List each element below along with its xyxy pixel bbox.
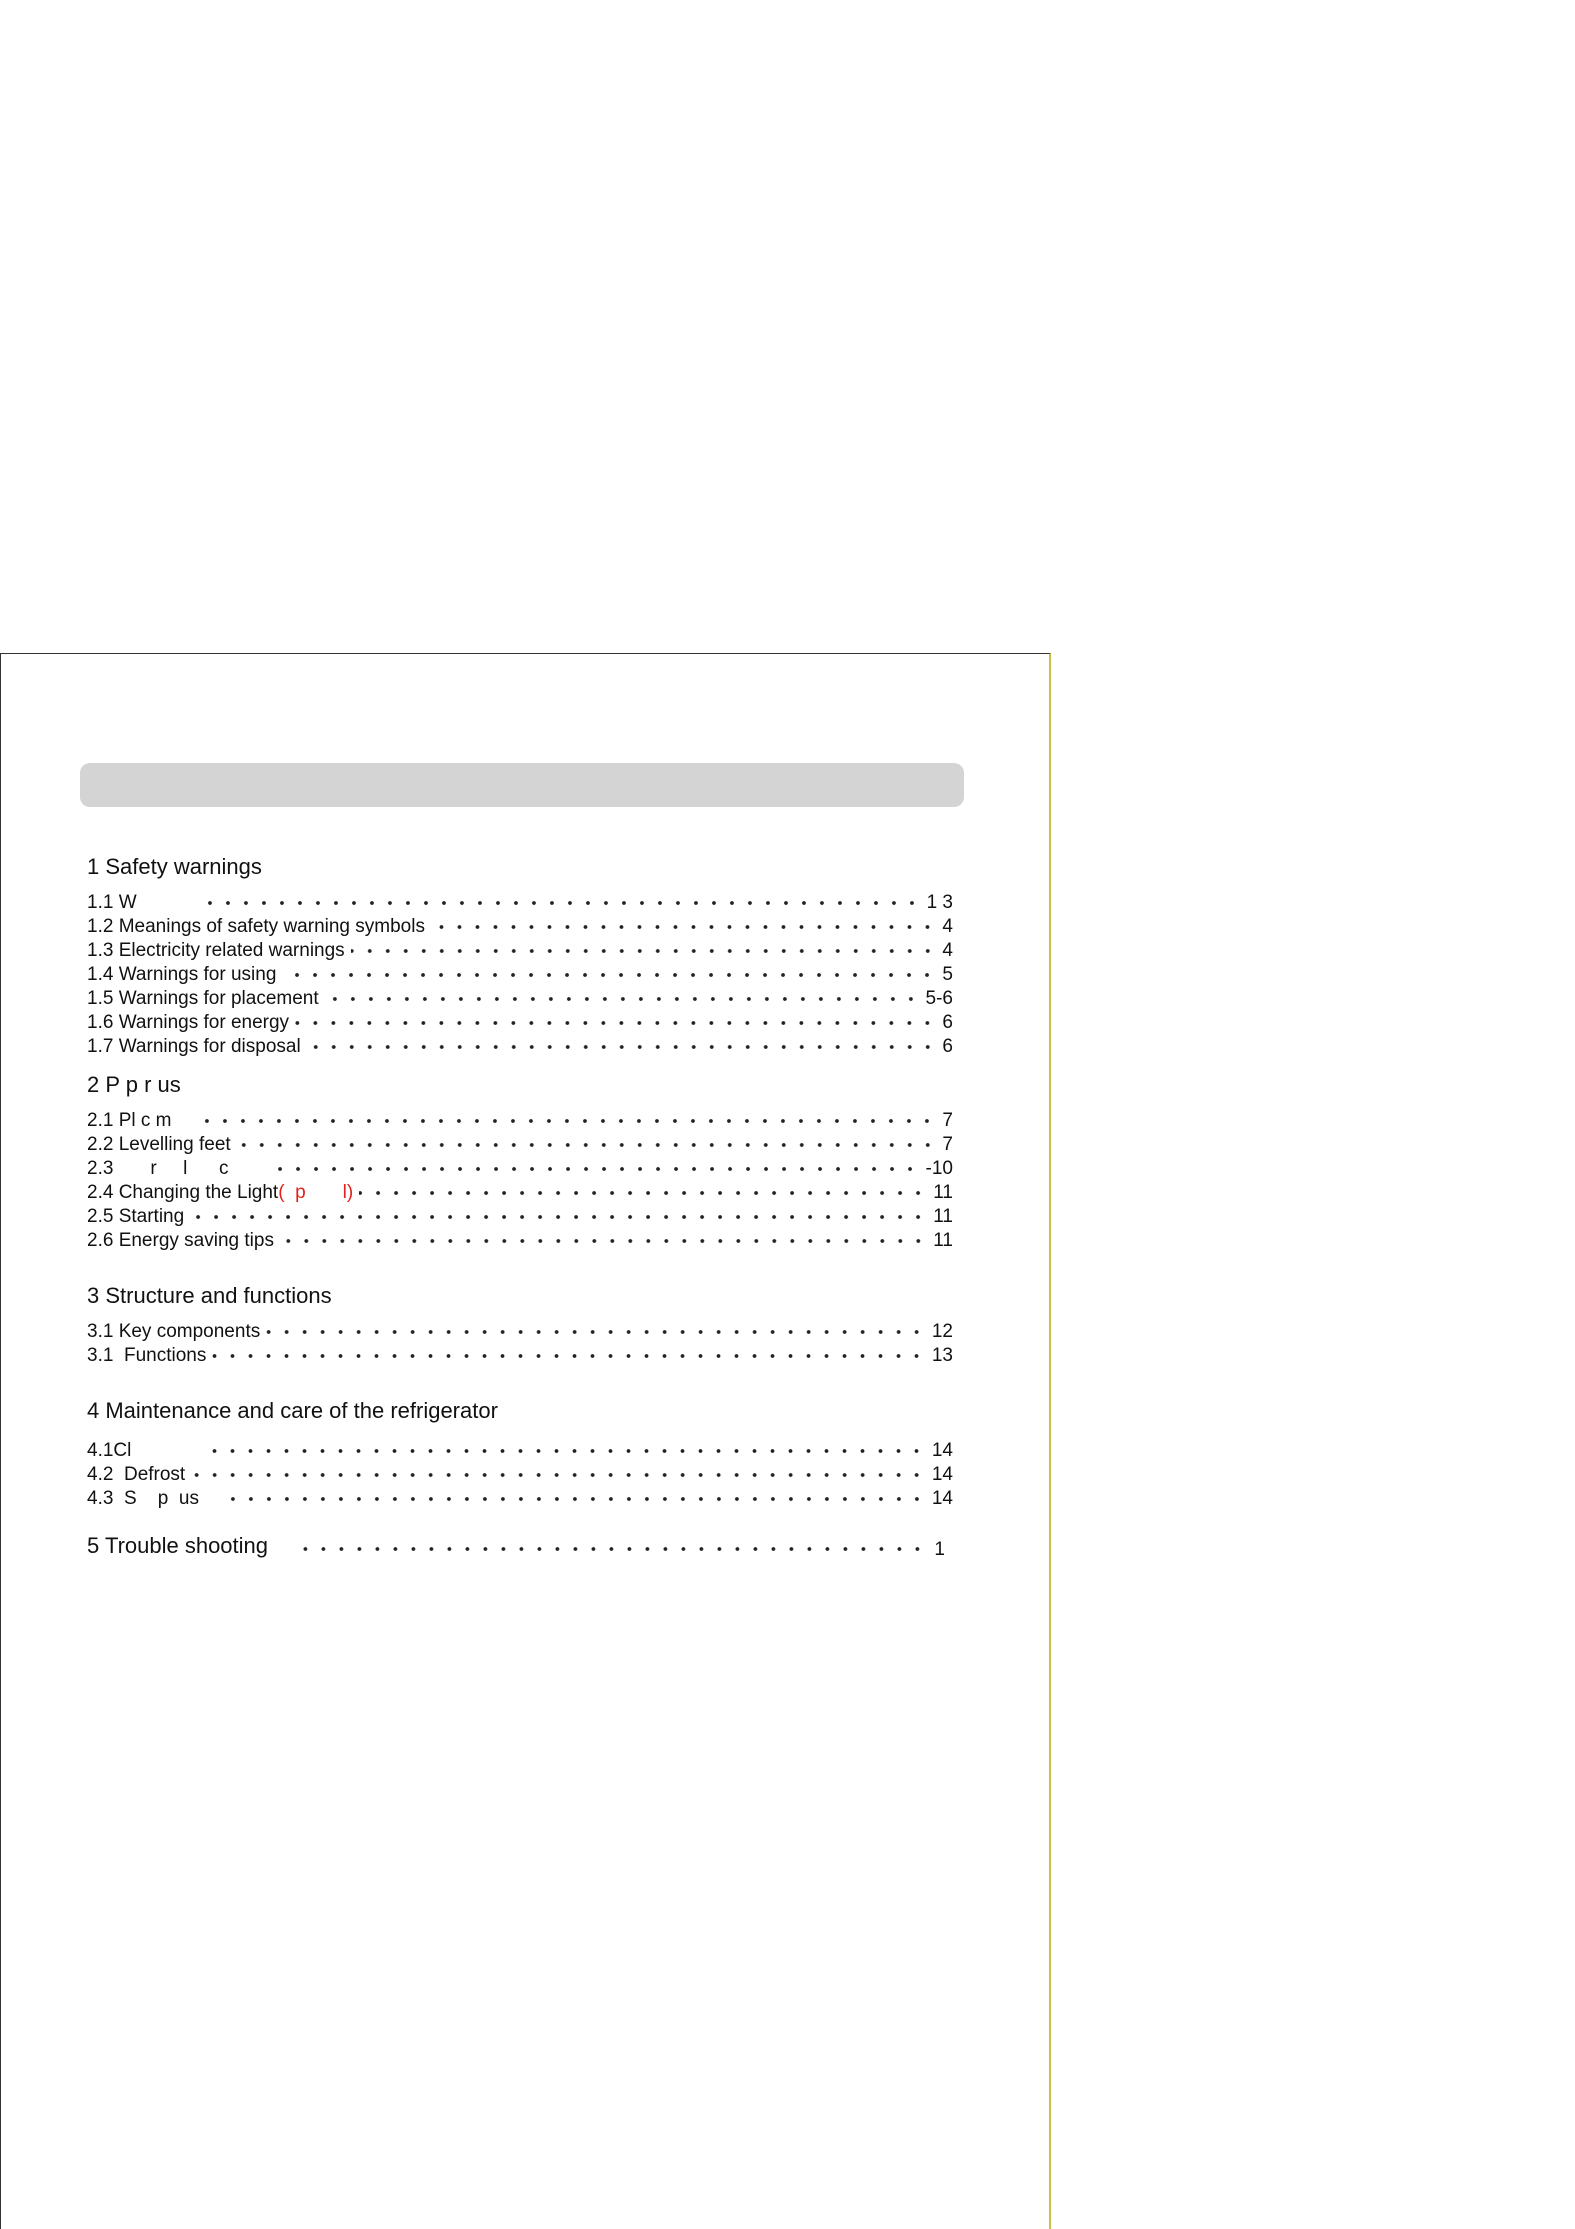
- toc-entry-1-7[interactable]: [87, 1035, 953, 1059]
- toc-entry-label: 1.6 Warnings for energy: [87, 1012, 290, 1033]
- toc-entry-page: 5-6: [925, 988, 953, 1009]
- toc-entry-label: 2.1 Pl c m: [87, 1110, 172, 1131]
- toc-entry-2-5[interactable]: [87, 1205, 953, 1229]
- toc-entry-1-2[interactable]: [87, 915, 953, 939]
- section-heading-preparation: 2 P p r us: [87, 1072, 181, 1097]
- toc-entry-page: 11: [933, 1206, 953, 1227]
- dot-leader: [207, 891, 921, 915]
- section-heading-safety-warnings: 1 Safety warnings: [87, 854, 262, 879]
- toc-entry-page: 11: [933, 1182, 953, 1203]
- header-bar: [80, 763, 964, 807]
- toc-entry-page: 7: [942, 1134, 953, 1155]
- toc-entry-2-2[interactable]: [87, 1133, 953, 1157]
- toc-entry-2-4[interactable]: [87, 1181, 953, 1205]
- toc-entry-page: -10: [925, 1158, 953, 1179]
- toc-entry-page: 6: [942, 1036, 953, 1057]
- toc-entry-label-red: ( p l): [278, 1182, 354, 1203]
- toc-entry-page: 5: [942, 964, 953, 985]
- dot-leader: [325, 987, 920, 1011]
- toc-entry-label: 2.4 Changing the Light: [87, 1182, 279, 1203]
- toc-entry-1-4[interactable]: [87, 963, 953, 987]
- toc-entry-page: 6: [942, 1012, 953, 1033]
- toc-entry-page: 1: [934, 1539, 945, 1560]
- toc-entry-page: 14: [931, 1440, 953, 1461]
- toc-entry-label: 2.6 Energy saving tips: [87, 1230, 274, 1251]
- toc-entry-2-6[interactable]: [87, 1229, 953, 1253]
- toc-entry-page: 1 3: [926, 892, 953, 913]
- dot-leader: [237, 1133, 937, 1157]
- dot-leader: [280, 1229, 927, 1253]
- toc-entry-trouble-shooting[interactable]: [87, 1531, 945, 1561]
- dot-leader: [212, 1344, 926, 1368]
- toc-entry-2-3[interactable]: [87, 1157, 953, 1181]
- toc-entry-label: 1.2 Meanings of safety warning symbols: [87, 916, 425, 937]
- dot-leader: [359, 1181, 927, 1205]
- toc-entry-label: 1.7 Warnings for disposal: [87, 1036, 301, 1057]
- dot-leader: [295, 1011, 936, 1035]
- toc-entry-label: 3.1 Functions: [87, 1345, 207, 1366]
- toc-entry-label: 4.3 S p us: [87, 1488, 199, 1509]
- document-page: [0, 653, 1051, 2229]
- section-heading-trouble-shooting: 5 Trouble shooting: [87, 1533, 269, 1558]
- dot-leader: [268, 1157, 919, 1181]
- toc-entry-3-1[interactable]: [87, 1320, 953, 1344]
- toc-entry-label: 1.3 Electricity related warnings: [87, 940, 345, 961]
- dot-leader: [201, 1439, 926, 1463]
- toc-entry-label: 1.5 Warnings for placement: [87, 988, 319, 1009]
- toc-entry-2-1[interactable]: [87, 1109, 953, 1133]
- toc-entry-1-3[interactable]: [87, 939, 953, 963]
- toc-entry-page: 7: [942, 1110, 953, 1131]
- toc-entry-1-5[interactable]: [87, 987, 953, 1011]
- toc-entry-1-1[interactable]: [87, 891, 953, 915]
- dot-leader: [266, 1320, 926, 1344]
- section-heading-maintenance: 4 Maintenance and care of the refrigerator: [87, 1398, 498, 1423]
- dot-leader: [431, 915, 936, 939]
- dot-leader: [201, 1109, 936, 1133]
- dot-leader: [307, 1035, 937, 1059]
- section-heading-structure-functions: 3 Structure and functions: [87, 1283, 332, 1308]
- toc-entry-4-3[interactable]: [87, 1487, 953, 1511]
- toc-entry-page: 4: [942, 916, 953, 937]
- dot-leader: [282, 963, 936, 987]
- toc-entry-page: 12: [931, 1321, 953, 1342]
- toc-entry-3-2[interactable]: [87, 1344, 953, 1368]
- toc-entry-1-6[interactable]: [87, 1011, 953, 1035]
- dot-leader: [351, 939, 937, 963]
- toc-entry-page: 14: [931, 1464, 953, 1485]
- dot-leader: [191, 1463, 926, 1487]
- toc-entry-4-2[interactable]: [87, 1463, 953, 1487]
- toc-entry-label: 3.1 Key components: [87, 1321, 261, 1342]
- toc-entry-page: 14: [931, 1488, 953, 1509]
- dot-leader: [229, 1487, 926, 1511]
- dot-leader: [296, 1537, 926, 1561]
- toc-entry-label: 1.4 Warnings for using: [87, 964, 277, 985]
- dot-leader: [190, 1205, 927, 1229]
- toc-entry-label: 4.1Cl: [87, 1440, 132, 1461]
- toc-entry-page: 13: [931, 1345, 953, 1366]
- toc-entry-4-1[interactable]: [87, 1439, 953, 1463]
- toc-entry-label: 2.5 Starting: [87, 1206, 185, 1227]
- toc-entry-page: 11: [933, 1230, 953, 1251]
- toc-entry-label: 4.2 Defrost: [87, 1464, 186, 1485]
- toc-entry-label: 1.1 W: [87, 892, 137, 913]
- toc-entry-label: 2.3 r l c: [87, 1158, 229, 1179]
- toc-entry-page: 4: [942, 940, 953, 961]
- toc-entry-label: 2.2 Levelling feet: [87, 1134, 231, 1155]
